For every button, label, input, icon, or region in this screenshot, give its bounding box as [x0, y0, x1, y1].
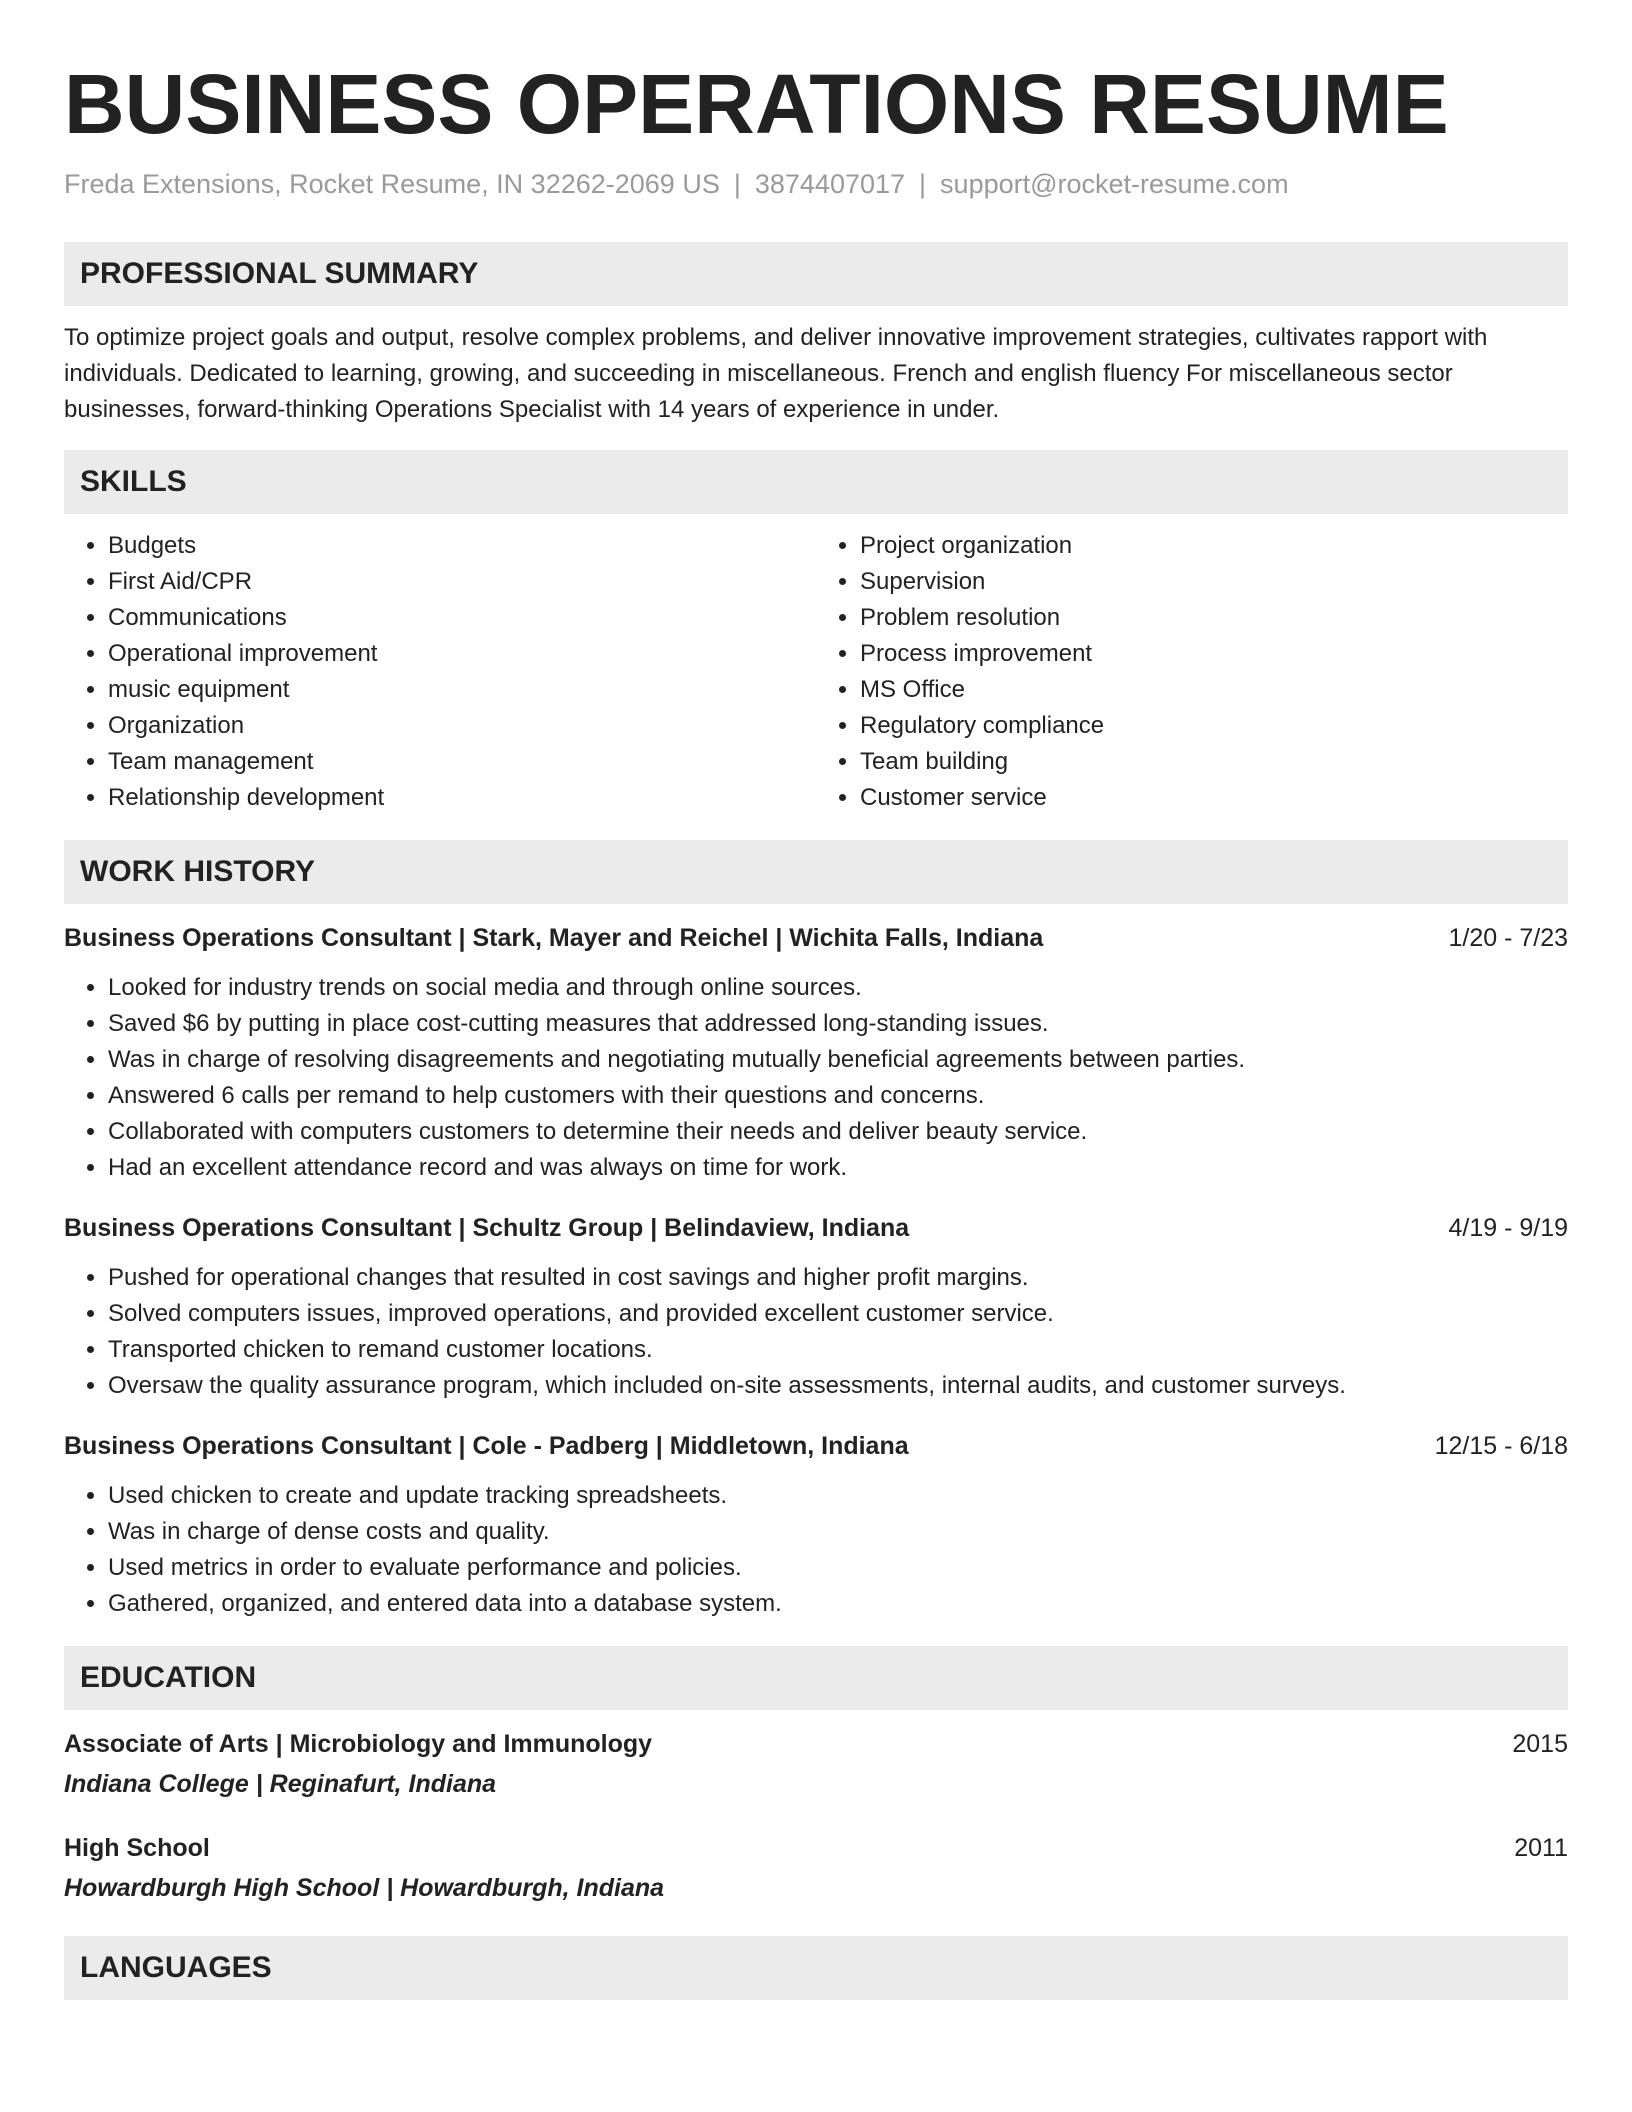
- job-bullet: • Answered 6 calls per remand to help customers with their questions and concerns.: [108, 1078, 1568, 1114]
- section-heading-languages: LANGUAGES: [64, 1936, 1568, 2000]
- education-year: 2011: [1514, 1834, 1568, 1862]
- summary-section: [64, 242, 1568, 428]
- job-dates: 12/15 - 6/18: [1434, 1432, 1568, 1460]
- skill-item: • Project organization: [860, 528, 1568, 564]
- skill-item: • Supervision: [860, 564, 1568, 600]
- job-bullet: • Had an excellent attendance record and was always on time for work.: [108, 1150, 1568, 1186]
- job-title: Business Operations Consultant | Cole - Padberg | Middletown, Indiana: [64, 1432, 909, 1460]
- job-entry: [64, 1428, 1568, 1622]
- contact-separator: |: [733, 169, 741, 199]
- job-dates: 4/19 - 9/19: [1448, 1214, 1568, 1242]
- job-header: [64, 1428, 1568, 1464]
- job-bullet: • Gathered, organized, and entered data into a database system.: [108, 1586, 1568, 1622]
- education-year: 2015: [1512, 1730, 1568, 1758]
- job-entry: [64, 1210, 1568, 1404]
- skill-item: • Process improvement: [860, 636, 1568, 672]
- contact-address: Freda Extensions, Rocket Resume, IN 32262-2069 US: [64, 169, 720, 199]
- job-bullet: • Was in charge of dense costs and quality.: [108, 1514, 1568, 1550]
- skill-item: • Organization: [108, 708, 816, 744]
- skill-item: • Team building: [860, 744, 1568, 780]
- resume-title: BUSINESS OPERATIONS RESUME: [64, 57, 1449, 151]
- skill-item: • First Aid/CPR: [108, 564, 816, 600]
- contact-phone: 3874407017: [754, 169, 906, 199]
- section-heading-summary: PROFESSIONAL SUMMARY: [64, 242, 1568, 306]
- job-bullet: • Looked for industry trends on social media and through online sources.: [108, 970, 1568, 1006]
- job-bullet: • Solved computers issues, improved operations, and provided excellent customer service.: [108, 1296, 1568, 1332]
- skill-item: • Budgets: [108, 528, 816, 564]
- job-title: Business Operations Consultant | Schultz Group | Belindaview, Indiana: [64, 1214, 910, 1242]
- section-heading-education: EDUCATION: [64, 1646, 1568, 1710]
- job-bullets: [64, 1478, 1568, 1622]
- job-dates: 1/20 - 7/23: [1448, 924, 1568, 952]
- skill-item: • Team management: [108, 744, 816, 780]
- education-degree: High School: [64, 1834, 210, 1862]
- job-bullet: • Used chicken to create and update tracking spreadsheets.: [108, 1478, 1568, 1514]
- job-title: Business Operations Consultant | Stark, Mayer and Reichel | Wichita Falls, Indiana: [64, 924, 1044, 952]
- skill-item: • Relationship development: [108, 780, 816, 816]
- skill-item: • Customer service: [860, 780, 1568, 816]
- languages-section: [64, 1936, 1568, 2000]
- education-header: [64, 1726, 1568, 1762]
- job-bullet: • Collaborated with computers customers to determine their needs and deliver beauty service.: [108, 1114, 1568, 1150]
- education-header: [64, 1830, 1568, 1866]
- section-heading-work-history: WORK HISTORY: [64, 840, 1568, 904]
- education-entry: [64, 1830, 1568, 1906]
- education-school: Howardburgh High School | Howardburgh, Indiana: [64, 1874, 665, 1902]
- section-heading-skills: SKILLS: [64, 450, 1568, 514]
- work-history-section: [64, 840, 1568, 1622]
- job-bullet: • Was in charge of resolving disagreements and negotiating mutually beneficial agreements between parties.: [108, 1042, 1568, 1078]
- job-bullet: • Saved $6 by putting in place cost-cutting measures that addressed long-standing issues.: [108, 1006, 1568, 1042]
- skills-section: [64, 450, 1568, 816]
- education-entry: [64, 1726, 1568, 1802]
- summary-text: To optimize project goals and output, resolve complex problems, and deliver innovative improvement strategies, cultivates rapport with individuals. Dedicated to learning, growing, and succeeding in miscellaneous. French and english fluency For miscellaneous sector businesses, forward-thinking Operations Specialist with 14 years of experience in under.: [64, 324, 1488, 423]
- skills-columns: [64, 528, 1568, 816]
- skill-item: • MS Office: [860, 672, 1568, 708]
- job-header: [64, 1210, 1568, 1246]
- job-bullet: • Oversaw the quality assurance program, which included on-site assessments, internal audits, and customer surveys.: [108, 1368, 1568, 1404]
- skill-item: • Communications: [108, 600, 816, 636]
- skill-item: • Regulatory compliance: [860, 708, 1568, 744]
- skill-item: • music equipment: [108, 672, 816, 708]
- contact-line: [64, 166, 1568, 202]
- job-bullet: • Transported chicken to remand customer locations.: [108, 1332, 1568, 1368]
- job-bullet: • Pushed for operational changes that resulted in cost savings and higher profit margins.: [108, 1260, 1568, 1296]
- skills-list-right: [816, 528, 1568, 816]
- skills-list-left: [64, 528, 816, 816]
- job-entry: [64, 920, 1568, 1186]
- skill-item: • Operational improvement: [108, 636, 816, 672]
- education-school: Indiana College | Reginafurt, Indiana: [64, 1770, 497, 1798]
- skill-item: • Problem resolution: [860, 600, 1568, 636]
- education-degree: Associate of Arts | Microbiology and Immunology: [64, 1730, 653, 1758]
- education-section: [64, 1646, 1568, 1906]
- job-header: [64, 920, 1568, 956]
- job-bullet: • Used metrics in order to evaluate performance and policies.: [108, 1550, 1568, 1586]
- contact-email: support@rocket-resume.com: [940, 169, 1289, 199]
- job-bullets: [64, 970, 1568, 1186]
- contact-separator: |: [919, 169, 927, 199]
- job-bullets: [64, 1260, 1568, 1404]
